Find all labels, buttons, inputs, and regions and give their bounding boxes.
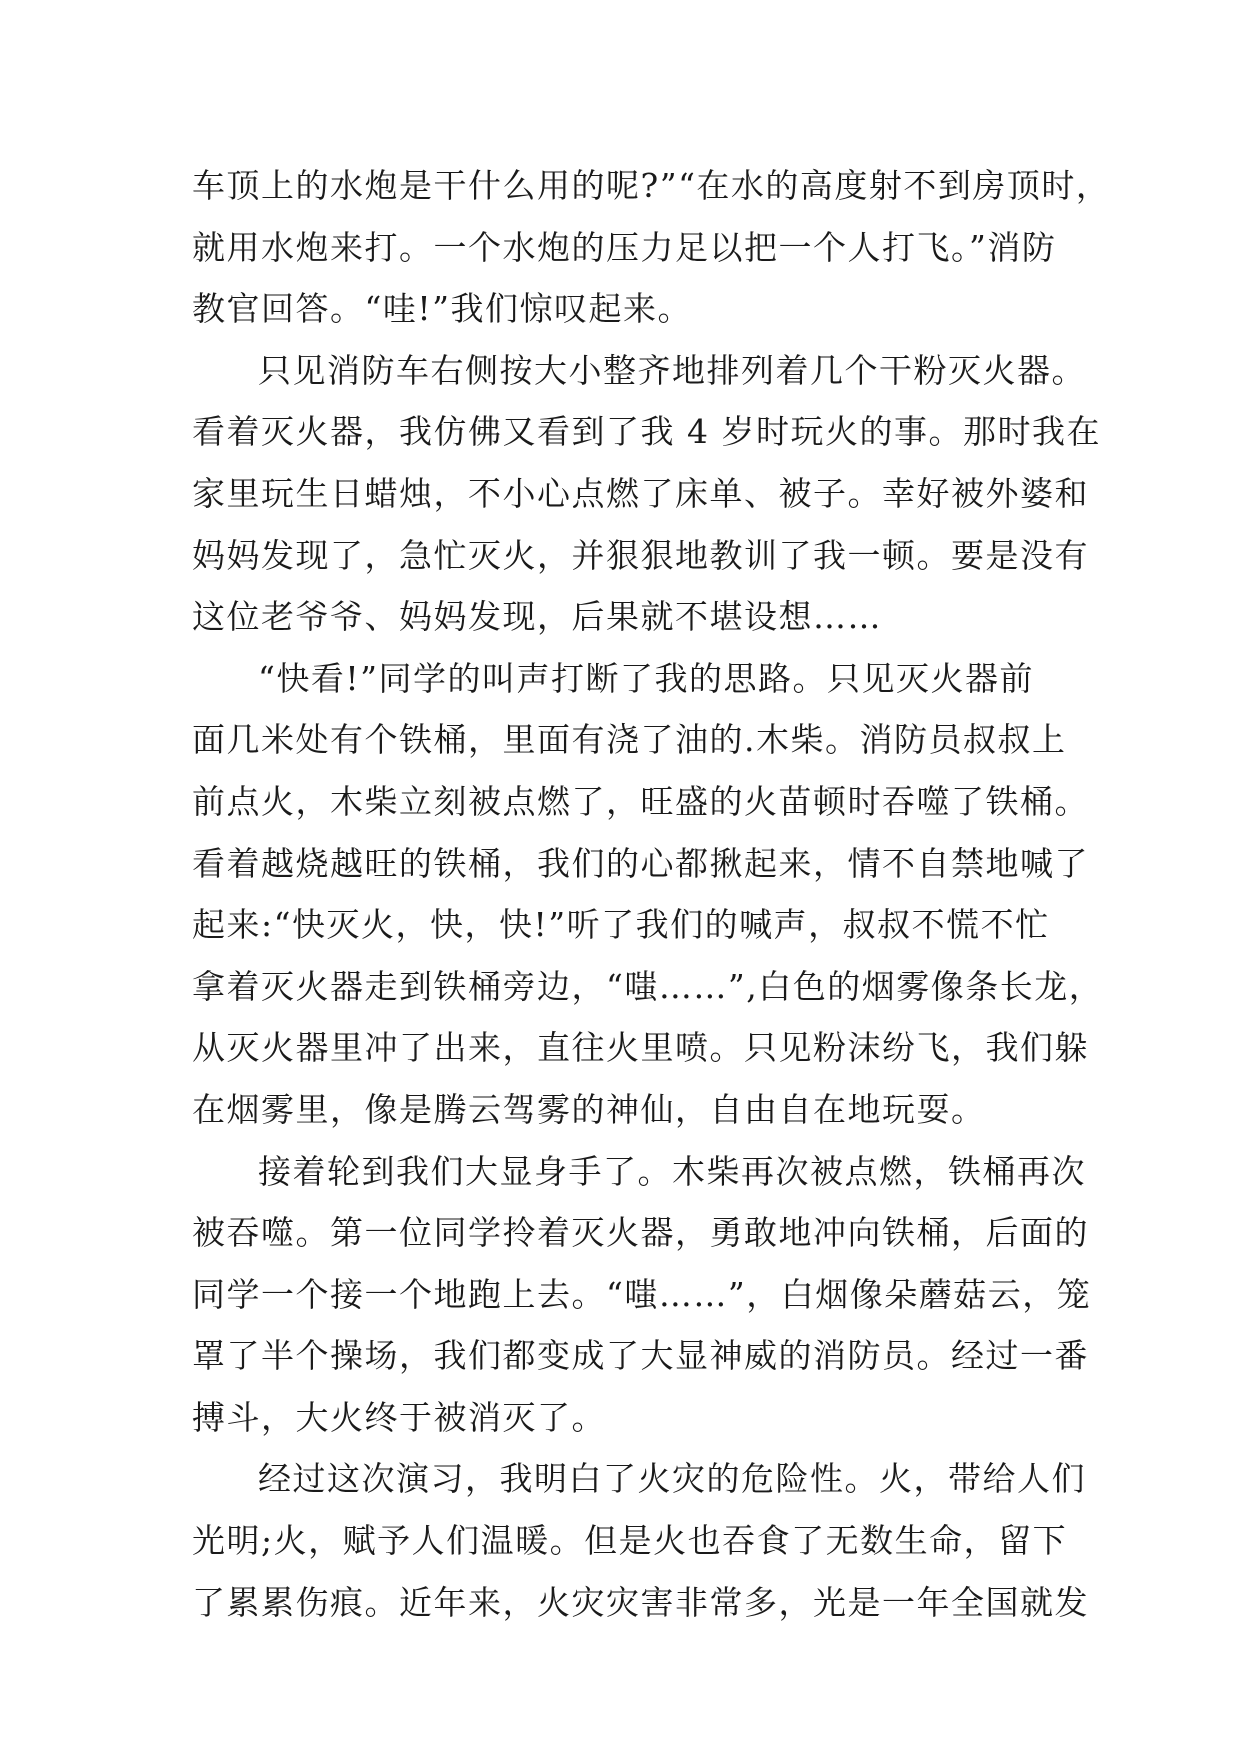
paragraph xyxy=(192,648,1104,1141)
text-line: 就用水炮来打。一个水炮的压力足以把一个人打飞。”消防 xyxy=(192,227,1057,267)
document-body xyxy=(192,155,1111,1633)
text-line: 在烟雾里，像是腾云驾雾的神仙，自由自在地玩耍。 xyxy=(192,1089,986,1129)
text-line: 被吞噬。第一位同学拎着灭火器，勇敢地冲向铁桶，后面的 xyxy=(192,1213,1089,1253)
text-line: 起来:“快灭火，快，快!”听了我们的喊声，叔叔不慌不忙 xyxy=(192,905,1050,945)
text-line: 罩了半个操场，我们都变成了大显神威的消防员。经过一番 xyxy=(192,1336,1089,1376)
text-line: 这位老爷爷、妈妈发现，后果就不堪设想…… xyxy=(192,597,882,637)
text-line: 经过这次演习，我明白了火灾的危险性。火，带给人们 xyxy=(258,1459,1086,1499)
text-line: 前点火，木柴立刻被点燃了，旺盛的火苗顿时吞噬了铁桶。 xyxy=(192,781,1089,821)
text-line: 接着轮到我们大显身手了。木柴再次被点燃，铁桶再次 xyxy=(258,1151,1086,1191)
text-line: 光明;火，赋予人们温暖。但是火也吞食了无数生命，留下 xyxy=(192,1521,1068,1561)
text-line: 看着越烧越旺的铁桶，我们的心都揪起来，情不自禁地喊了 xyxy=(192,843,1089,883)
text-line: 了累累伤痕。近年来，火灾灾害非常多，光是一年全国就发 xyxy=(192,1582,1089,1622)
text-line: 搏斗，大火终于被消灭了。 xyxy=(192,1397,606,1437)
paragraph xyxy=(192,340,1101,648)
text-line: 家里玩生日蜡烛，不小心点燃了床单、被子。幸好被外婆和 xyxy=(192,473,1089,513)
text-line: “快看!”同学的叫声打断了我的思路。只见灭火器前 xyxy=(258,658,1035,698)
paragraph xyxy=(192,155,1111,340)
text-line: 从灭火器里冲了出来，直往火里喷。只见粉沫纷飞，我们躲 xyxy=(192,1028,1089,1068)
text-line: 拿着灭火器走到铁桶旁边，“嗤……”,白色的烟雾像条长龙， xyxy=(192,966,1104,1006)
text-line: 车顶上的水炮是干什么用的呢?”“在水的高度射不到房顶时， xyxy=(192,166,1111,205)
text-line: 面几米处有个铁桶，里面有浇了油的.木柴。消防员叔叔上 xyxy=(192,720,1067,760)
text-line: 同学一个接一个地跑上去。“嗤……”，白烟像朵蘑菇云，笼 xyxy=(192,1274,1092,1314)
paragraph xyxy=(192,1141,1092,1449)
text-line: 看着灭火器，我仿佛又看到了我 4 岁时玩火的事。那时我在 xyxy=(192,412,1101,452)
text-line: 只见消防车右侧按大小整齐地排列着几个干粉灭火器。 xyxy=(258,350,1086,390)
paragraph xyxy=(192,1448,1092,1633)
text-line: 教官回答。“哇!”我们惊叹起来。 xyxy=(192,289,693,329)
text-line: 妈妈发现了，急忙灭火，并狠狠地教训了我一顿。要是没有 xyxy=(192,535,1089,575)
